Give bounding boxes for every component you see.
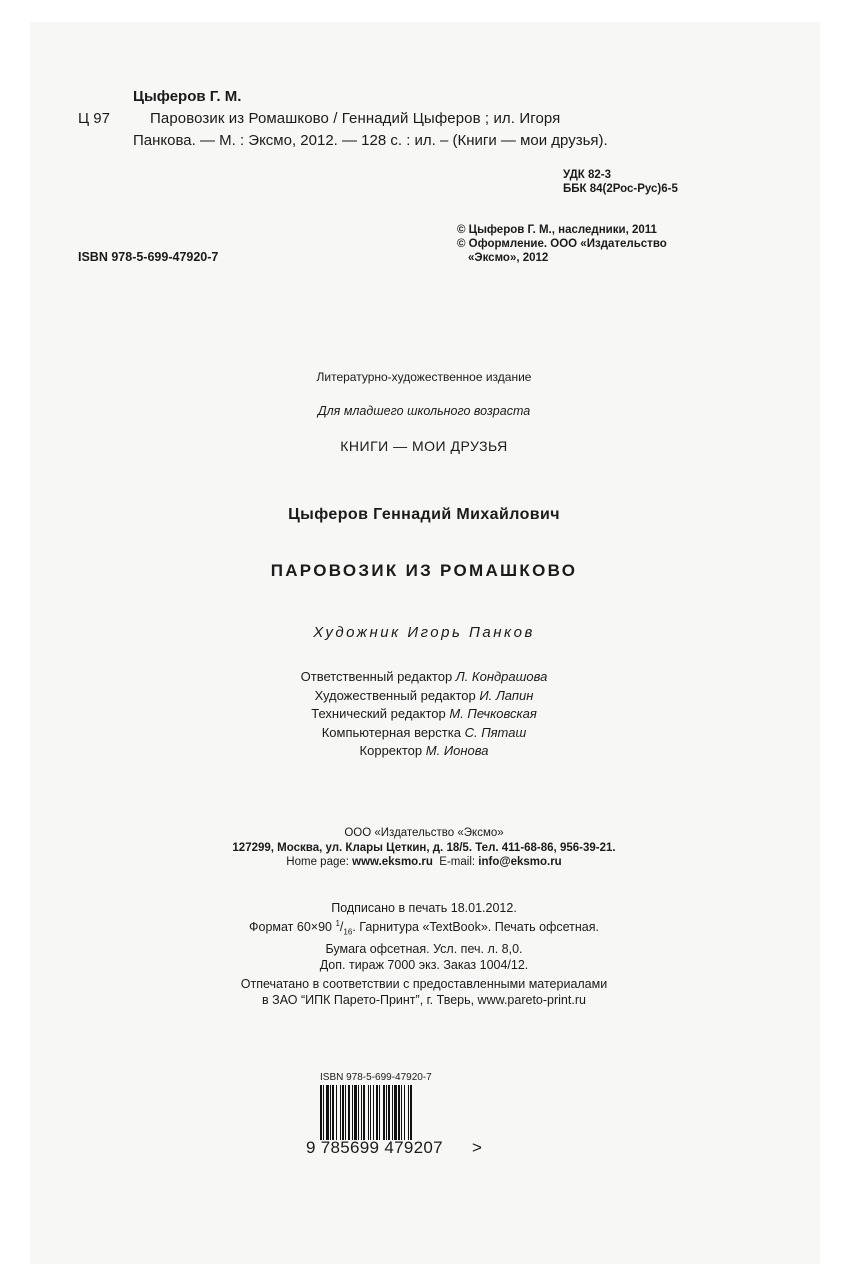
printed-line-2: в ЗАО “ИПК Парето-Принт”, г. Тверь, www.pareto-print.ru bbox=[262, 993, 586, 1007]
publisher-name: ООО «Издательство «Эксмо» bbox=[344, 827, 504, 839]
paper-line: Бумага офсетная. Усл. печ. л. 8,0. bbox=[325, 941, 523, 956]
classification-block bbox=[563, 168, 678, 196]
bibliographic-line-1: Паровозик из Ромашково / Геннадий Цыферов ; ил. Игоря bbox=[150, 110, 561, 127]
home-url-link[interactable]: www.eksmo.ru bbox=[352, 856, 433, 868]
staff-role: Художественный редактор bbox=[314, 687, 476, 703]
printed-line-1: Отпечатано в соответствии с предоставленными материалами bbox=[240, 977, 608, 991]
barcode-image bbox=[318, 1085, 468, 1140]
email-link[interactable]: info@eksmo.ru bbox=[478, 856, 562, 868]
format-suffix: . Гарнитура «TextBook». Печать офсетная. bbox=[352, 920, 599, 935]
staff-row bbox=[0, 668, 848, 687]
staff-list bbox=[0, 668, 848, 761]
staff-name: М. Ионова bbox=[425, 743, 489, 758]
copyright-block bbox=[457, 223, 667, 265]
home-label: Home page: bbox=[286, 856, 349, 868]
publisher-contacts bbox=[0, 855, 848, 870]
staff-role: Корректор bbox=[359, 743, 423, 758]
format-line: Формат 60×90 $^1/_{16}$. Гарнитура «TextBook». Печать офсетная. bbox=[249, 919, 599, 937]
staff-row bbox=[0, 687, 848, 706]
staff-role: Компьютерная верстка bbox=[321, 724, 461, 740]
staff-row bbox=[0, 742, 848, 761]
author-short: Цыферов Г. М. bbox=[133, 88, 242, 105]
book-title: ПАРОВОЗИК ИЗ РОМАШКОВО bbox=[270, 561, 578, 580]
bibliographic-line-2: Панкова. — М. : Эксмо, 2012. — 128 с. : ил. – (Книги — мои друзья). bbox=[133, 132, 608, 149]
format-fraction-num: 1 bbox=[335, 919, 340, 928]
publisher-address: 127299, Москва, ул. Клары Цеткин, д. 18/5. Тел. 411-68-86, 956-39-21. bbox=[232, 841, 616, 854]
staff-role: Ответственный редактор bbox=[300, 669, 453, 684]
isbn-top: ISBN 978-5-699-47920-7 bbox=[78, 250, 219, 264]
copyright-line-1: © Цыферов Г. М., наследники, 2011 bbox=[457, 224, 657, 236]
catalog-code: Ц 97 bbox=[78, 110, 110, 127]
printed-by-block bbox=[0, 976, 848, 1008]
udk-code: УДК 82-3 bbox=[563, 169, 611, 181]
format-prefix: Формат 60×90 bbox=[249, 920, 336, 935]
artist-credit: Художник Игорь Панков bbox=[313, 624, 535, 641]
run-line: Доп. тираж 7000 экз. Заказ 1004/12. bbox=[319, 957, 529, 972]
publisher-block bbox=[0, 826, 848, 870]
author-full-name: Цыферов Геннадий Михайлович bbox=[288, 506, 560, 523]
staff-role: Технический редактор bbox=[311, 706, 446, 721]
age-label: Для младшего школьного возраста bbox=[317, 404, 531, 418]
print-info-block bbox=[0, 900, 848, 973]
barcode-isbn: ISBN 978-5-699-47920-7 bbox=[320, 1072, 432, 1083]
staff-name: И. Лапин bbox=[479, 687, 534, 703]
bbk-code: ББК 84(2Рос-Рус)6-5 bbox=[563, 183, 678, 195]
barcode-digits: 9 785699 479207 bbox=[306, 1138, 443, 1157]
copyright-line-3: «Эксмо», 2012 bbox=[468, 252, 549, 264]
series-label: КНИГИ — МОИ ДРУЗЬЯ bbox=[340, 438, 508, 454]
staff-row bbox=[0, 705, 848, 724]
copyright-line-2: © Оформление. ООО «Издательство bbox=[457, 238, 667, 250]
email-label: E-mail: bbox=[439, 856, 476, 868]
format-fraction-den: 16 bbox=[343, 927, 353, 937]
genre-label: Литературно-художественное издание bbox=[316, 370, 532, 384]
staff-name: М. Печковская bbox=[449, 706, 537, 721]
staff-name: С. Пяташ bbox=[464, 724, 527, 740]
signed-date: Подписано в печать 18.01.2012. bbox=[331, 901, 517, 915]
staff-name: Л. Кондрашова bbox=[455, 669, 548, 684]
barcode-arrow: > bbox=[472, 1138, 482, 1157]
staff-row bbox=[0, 724, 848, 743]
